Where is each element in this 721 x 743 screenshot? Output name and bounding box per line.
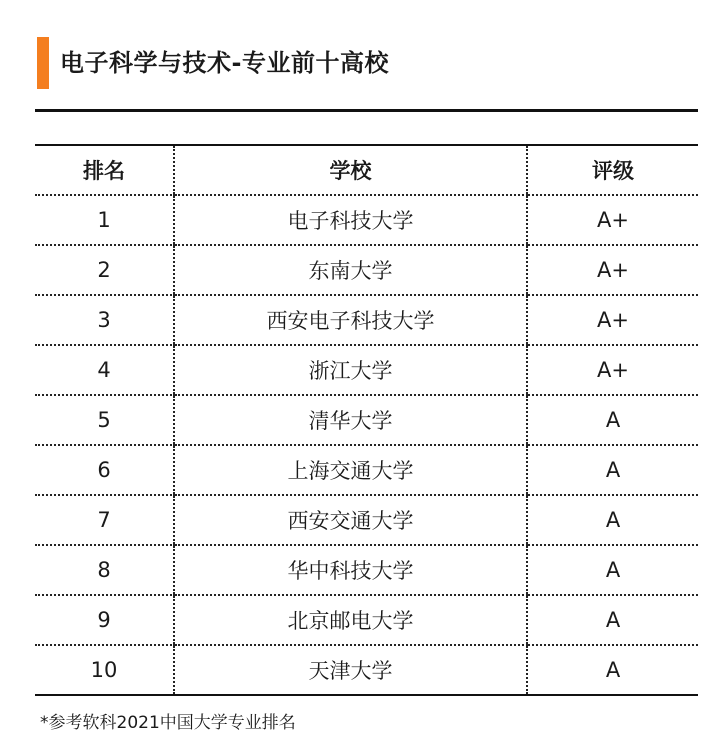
rank-cell: 6 [35, 445, 174, 495]
grade-cell: A+ [527, 195, 698, 245]
table-row [35, 395, 698, 445]
school-cell: 西安电子科技大学 [174, 295, 527, 345]
table-row [35, 445, 698, 495]
table-row [35, 195, 698, 245]
school-cell: 东南大学 [174, 245, 527, 295]
grade-cell: A+ [527, 345, 698, 395]
rank-cell: 1 [35, 195, 174, 245]
header-grade: 评级 [527, 145, 698, 195]
grade-cell: A+ [527, 295, 698, 345]
ranking-table [35, 144, 698, 696]
school-cell: 华中科技大学 [174, 545, 527, 595]
school-cell: 上海交通大学 [174, 445, 527, 495]
table-body [35, 195, 698, 695]
school-cell: 北京邮电大学 [174, 595, 527, 645]
grade-cell: A+ [527, 245, 698, 295]
grade-cell: A [527, 445, 698, 495]
school-cell: 天津大学 [174, 645, 527, 695]
header-rank: 排名 [35, 145, 174, 195]
header-school: 学校 [174, 145, 527, 195]
table-row [35, 545, 698, 595]
source-footnote: *参考软科2021中国大学专业排名 [40, 713, 296, 733]
rank-cell: 10 [35, 645, 174, 695]
grade-cell: A [527, 645, 698, 695]
title-accent-bar [37, 37, 49, 89]
school-cell: 浙江大学 [174, 345, 527, 395]
rank-cell: 7 [35, 495, 174, 545]
rank-cell: 4 [35, 345, 174, 395]
grade-cell: A [527, 545, 698, 595]
school-cell: 西安交通大学 [174, 495, 527, 545]
table-row [35, 245, 698, 295]
rank-cell: 2 [35, 245, 174, 295]
rank-cell: 9 [35, 595, 174, 645]
grade-cell: A [527, 395, 698, 445]
table-row [35, 495, 698, 545]
rank-cell: 5 [35, 395, 174, 445]
title-divider [35, 109, 698, 112]
rank-cell: 3 [35, 295, 174, 345]
grade-cell: A [527, 595, 698, 645]
table-row [35, 645, 698, 695]
page-title: 电子科学与技术-专业前十高校 [60, 49, 389, 77]
header-row [35, 145, 698, 195]
school-cell: 清华大学 [174, 395, 527, 445]
school-cell: 电子科技大学 [174, 195, 527, 245]
table-header [35, 145, 698, 195]
grade-cell: A [527, 495, 698, 545]
rank-cell: 8 [35, 545, 174, 595]
table-row [35, 295, 698, 345]
table-row [35, 345, 698, 395]
table-row [35, 595, 698, 645]
